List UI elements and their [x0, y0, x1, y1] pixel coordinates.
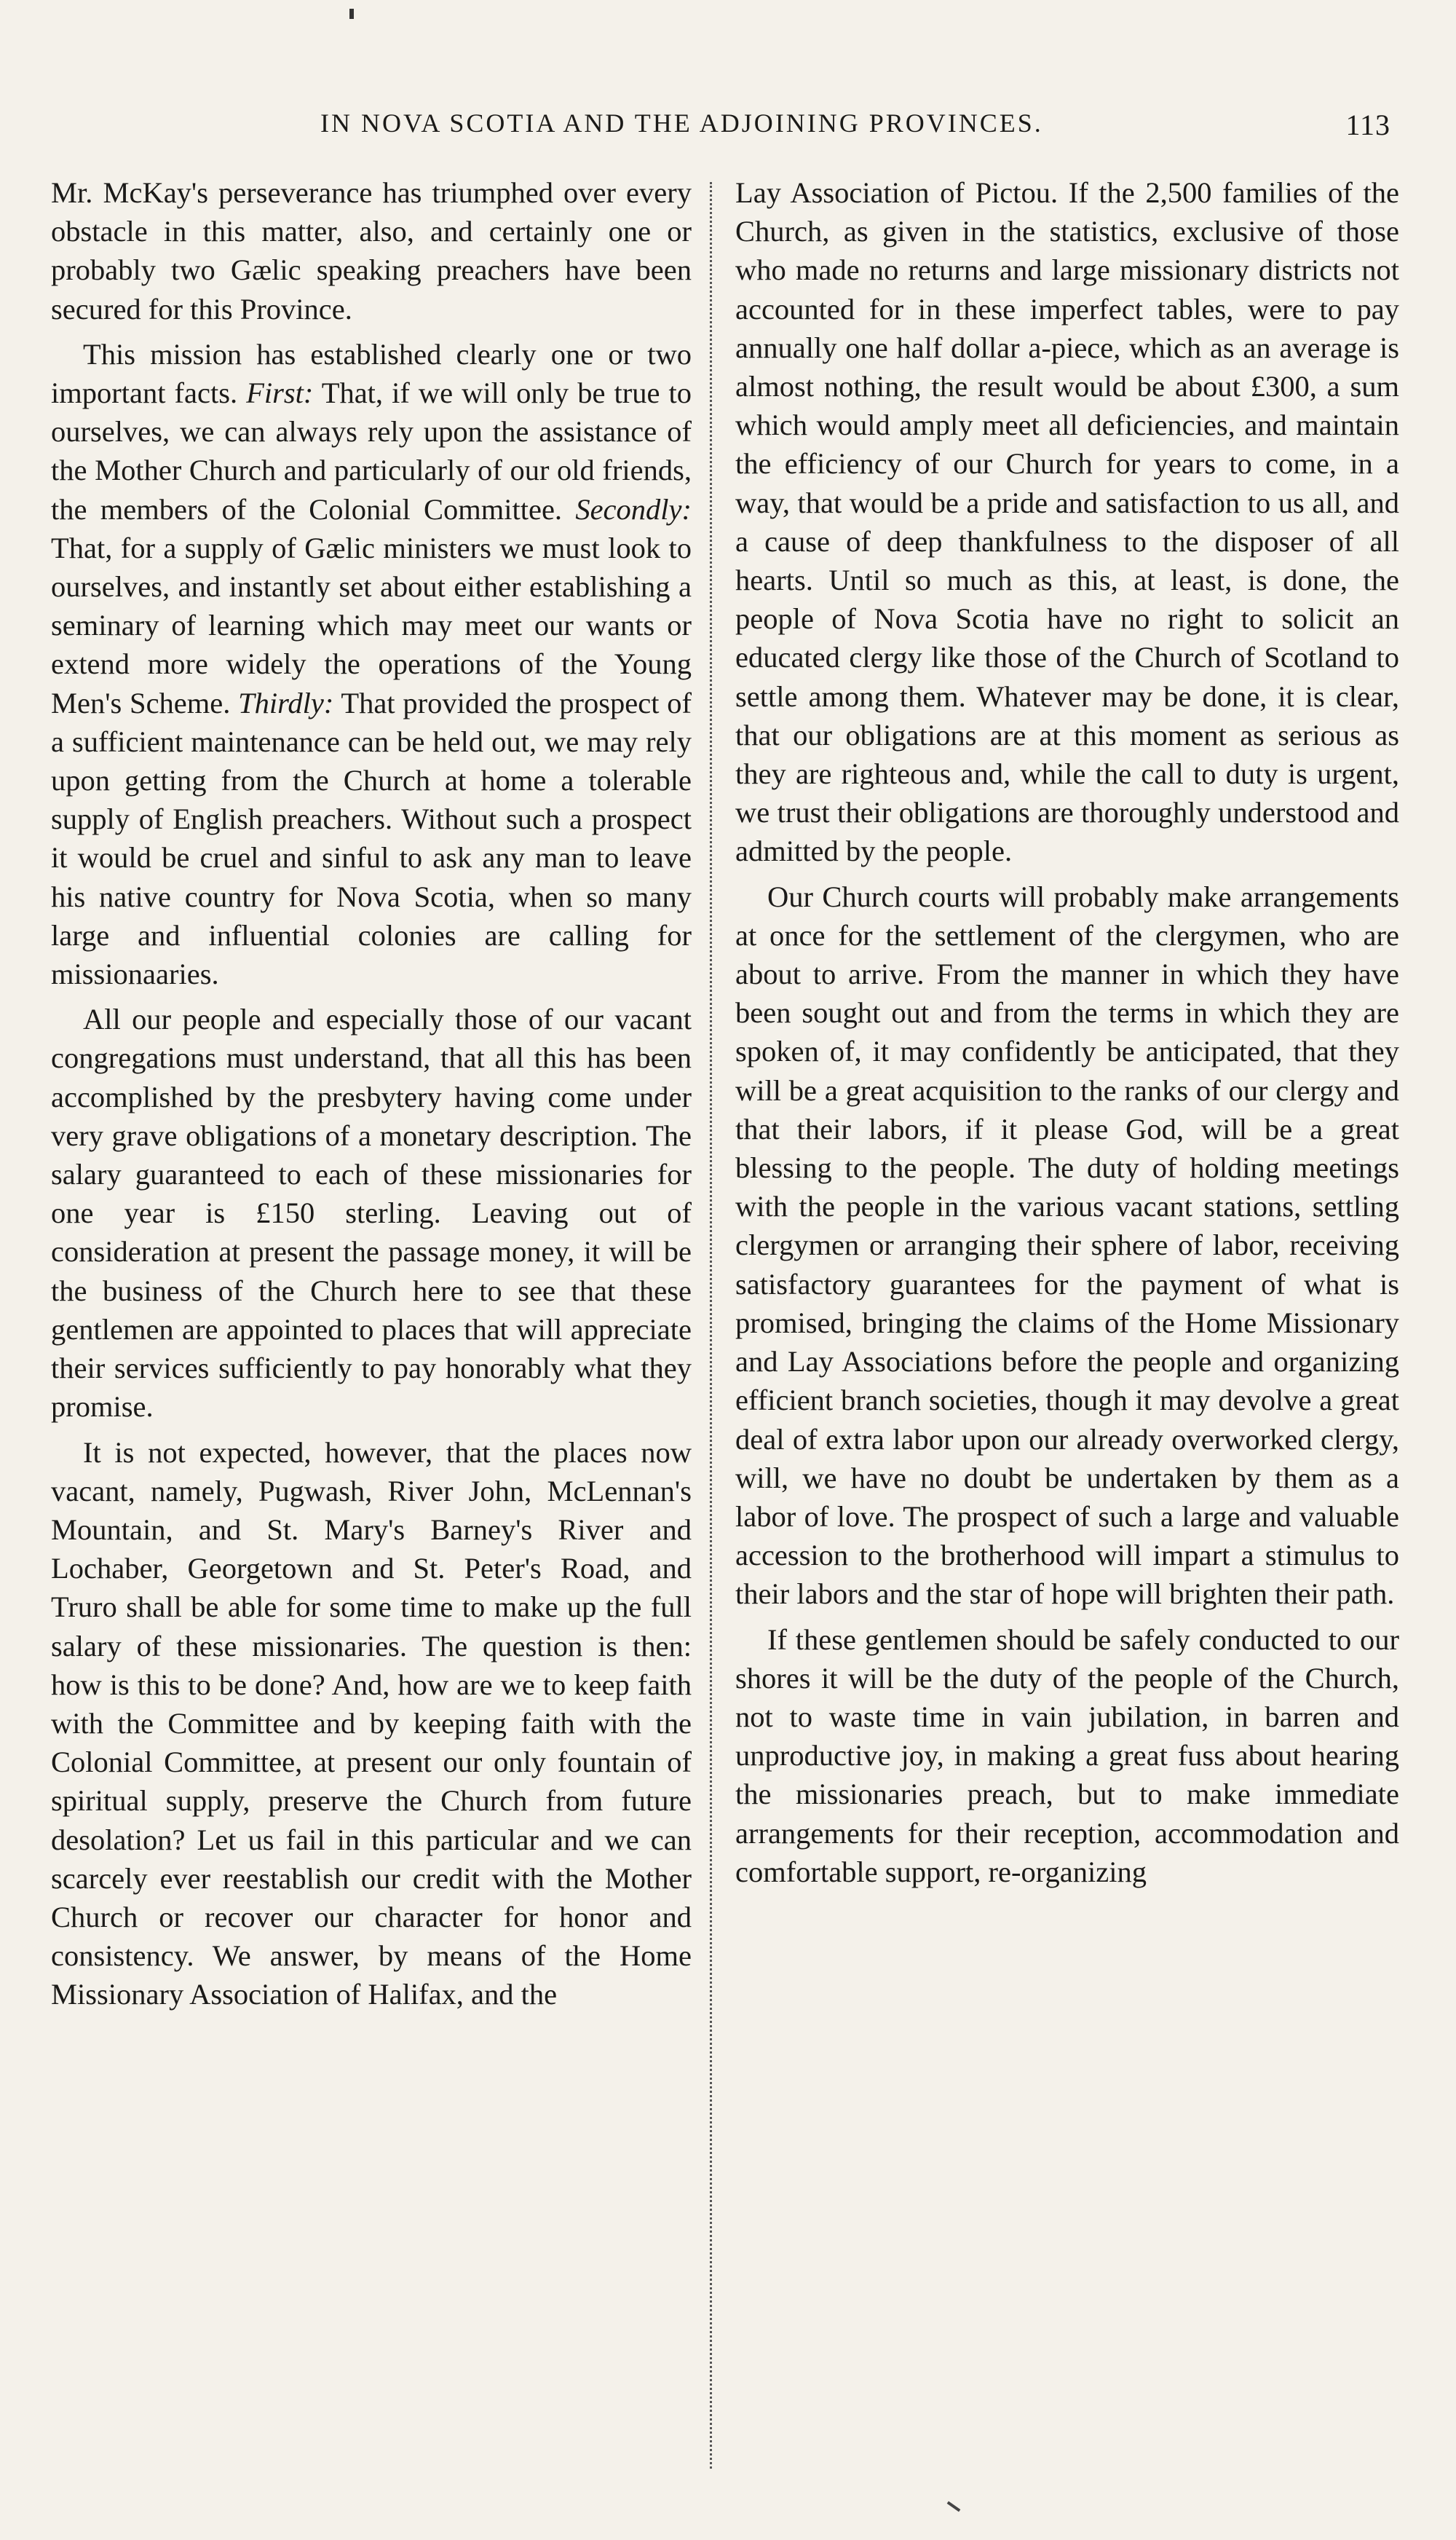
emphasis-first: First:: [246, 376, 314, 410]
left-column: [51, 173, 692, 2489]
paragraph: It is not expected, however, that the places now vacant, namely, Pugwash, River John, McLennan's Mountain, and St. Mary's Barney's River and Lochaber, Georgetown and St. Peter's Road, and Truro shall be able for some time to make up the full salary of these missionaries. The question is then: how is this to be done? And, how are we to keep faith with the Committee and by keeping faith with the Colonial Committee, at present our only fountain of spiritual supply, preserve the Church from future desolation? Let us fail in this particular and we can scarcely ever reestablish our credit with the Mother Church or recover our character for honor and consistency. We answer, by means of the Home Missionary Association of Halifax, and the: [51, 1435, 692, 2011]
ink-speck: [349, 9, 354, 19]
text-run: That provided the prospect of a sufficient maintenance can be held out, we may rely upon getting from the Church at home a tolerable supply of English preachers. Without such a prospect it would be cruel and sinful to ask any man to leave his native country for Nova Scotia, when so many large and influential colonies are calling for missionaaries.: [51, 686, 692, 991]
running-title: IN NOVA SCOTIA AND THE ADJOINING PROVINCES.: [320, 109, 1043, 138]
column-divider: [710, 182, 712, 2469]
ink-mark: [947, 2501, 961, 2512]
paragraph: [51, 335, 692, 993]
paragraph: All our people and especially those of our vacant congregations must understand, that all this has been accomplished by the presbytery having come under very grave obligations of a monetary description. The salary guaranteed to each of these missionaries for one year is £150 sterling. Leaving out of consideration at present the passage money, it will be the business of the Church here to see that these gentlemen are appointed to places that will appreciate their services sufficiently to pay honorably what they promise.: [51, 1003, 692, 1424]
page-number: 113: [1345, 109, 1390, 141]
paragraph: Our Church courts will probably make arrangements at once for the settlement of the clergymen, who are about to arrive. From the manner in which they have been sought out and from the terms in which they are spoken of, it may confidently be anticipated, that they will be a great acquisition to the ranks of our clergy and that their labors, if it please God, will be a great blessing to the people. The duty of holding meetings with the people in the various vacant stations, settling clergymen or arranging their sphere of labor, receiving satisfactory guarantees for the payment of what is promised, bringing the claims of the Home Missionary and Lay Associations before the people and organizing efficient branch societies, though it may devolve a great deal of extra labor upon our already overworked clergy, will, we have no doubt be undertaken by them as a labor of love. The prospect of such a large and valuable accession to the brotherhood will impart a stimulus to their labors and the star of hope will brighten their path.: [735, 880, 1399, 1611]
paragraph: If these gentlemen should be safely conducted to our shores it will be the duty of the people of the Church, not to waste time in vain jubilation, in barren and unproductive joy, in making a great fuss about hearing the missionaries preach, but to make immediate arrangements for their reception, accommodation and comfortable support, re-organizing: [735, 1622, 1399, 1888]
paragraph: Mr. McKay's perseverance has triumphed over every obstacle in this matter, also, and certainly one or probably two Gælic speaking preachers have been secured for this Province.: [51, 176, 692, 326]
text-run: That, for a supply of Gælic ministers we must look to ourselves, and instantly set about either establishing a seminary of learning which may meet our wants or extend more widely the operations of the Young Men's Scheme.: [51, 531, 692, 719]
text-run: This mission has established clearly one or two important facts.: [51, 337, 692, 410]
text-run: That, if we will only be true to ourselves, we can always rely upon the assistance of the Mother Church and particularly of our old friends, the members of the Colonial Committee.: [51, 376, 692, 526]
right-column: [735, 173, 1399, 2489]
emphasis-thirdly: Thirdly:: [238, 686, 334, 719]
emphasis-secondly: Secondly:: [575, 492, 692, 526]
page-header: [320, 108, 1390, 151]
paragraph: Lay Association of Pictou. If the 2,500 families of the Church, as given in the statistics, exclusive of those who made no returns and large missionary districts not accounted for in these imperfect tables, were to pay annually one half dollar a-piece, which as an average is almost nothing, the result would be about £300, a sum which would amply meet all deficiencies, and maintain the efficiency of our Church for years to come, in a way, that would be a pride and satisfaction to us all, and a cause of deep thankfulness to the disposer of all hearts. Until so much as this, at least, is done, the people of Nova Scotia have no right to solicit an educated clergy like those of the Church of Scotland to settle among them. Whatever may be done, it is clear, that our obligations are at this moment as serious as they are righteous and, while the call to duty is urgent, we trust their obligations are thoroughly understood and admitted by the people.: [735, 176, 1399, 868]
